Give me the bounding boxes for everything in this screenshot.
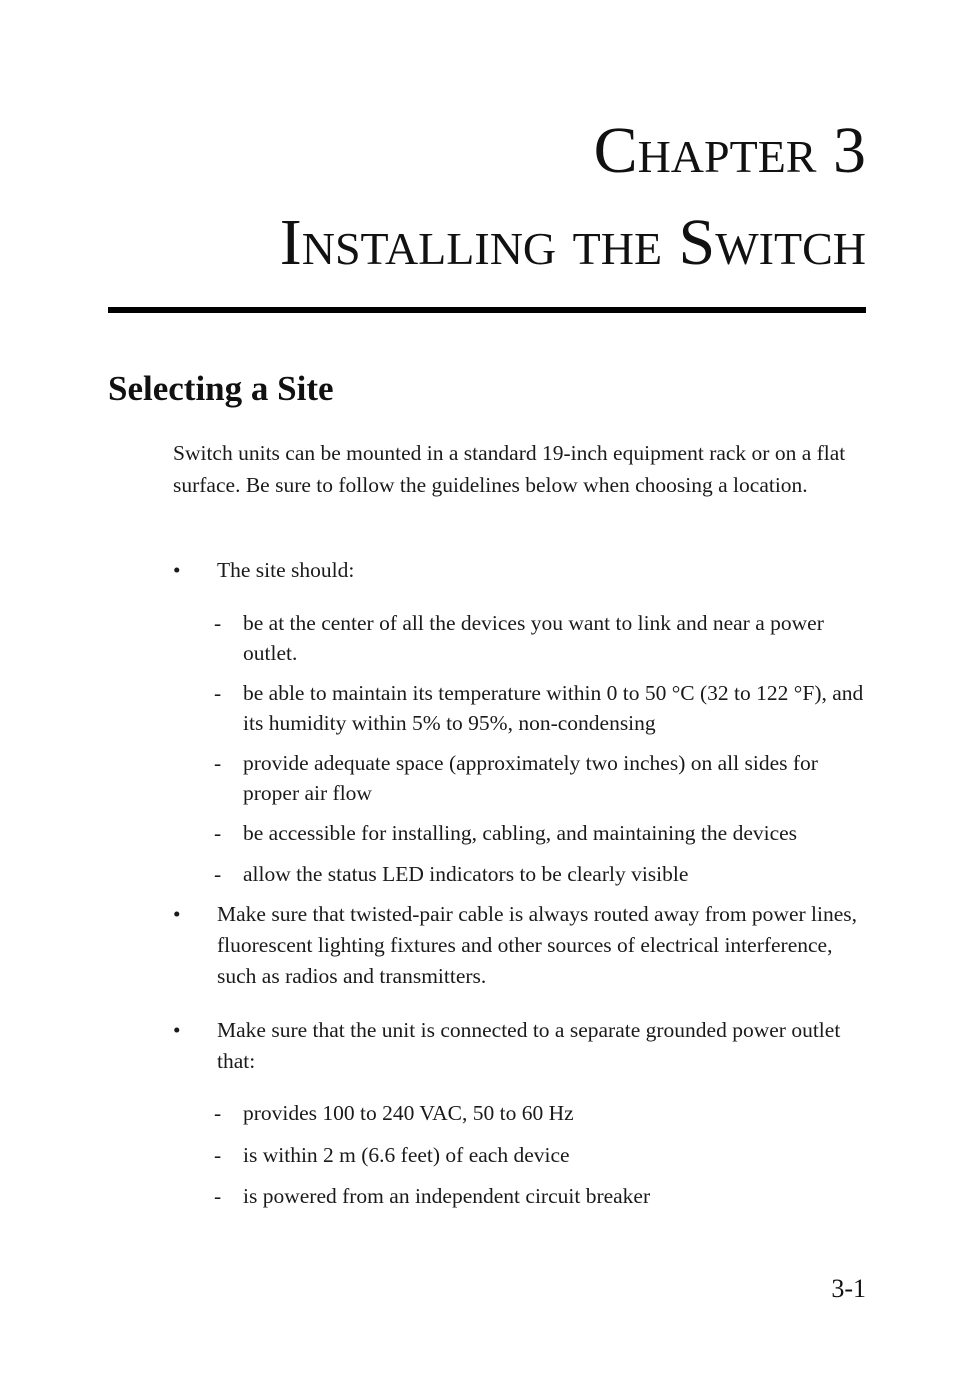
sub-item-text: provide adequate space (approximately two inches) on all sides for proper air flow <box>243 751 818 805</box>
dash-marker: - <box>214 611 222 635</box>
bullet-marker: • <box>173 1018 181 1042</box>
intro-paragraph: Switch units can be mounted in a standard 19-inch equipment rack or on a flat surface. Be sure to follow the guidelines below when choosing a location. <box>173 441 846 497</box>
dash-marker: - <box>214 1101 222 1125</box>
sub-list-item <box>214 1182 874 1212</box>
bullet-text: Make sure that twisted-pair cable is always routed away from power lines, fluorescent lighting fixtures and other sources of electrical interference, such as radios and transmitters. <box>217 902 858 988</box>
dash-marker: - <box>214 681 222 705</box>
sub-list-item <box>214 860 874 890</box>
sub-item-text: be able to maintain its temperature within 0 to 50 °C (32 to 122 °F), and its humidity within 5% to 95%, non-condensing <box>243 681 864 735</box>
section-title: Selecting a Site <box>108 369 334 408</box>
dash-marker: - <box>214 1143 222 1167</box>
chapter-title: Installing the Switch <box>279 206 866 279</box>
sub-item-text: provides 100 to 240 VAC, 50 to 60 Hz <box>243 1101 574 1125</box>
list-item <box>173 1015 873 1077</box>
dash-marker: - <box>214 751 222 775</box>
sub-item-text: be at the center of all the devices you want to link and near a power outlet. <box>243 611 824 665</box>
sub-list-item <box>214 609 874 668</box>
list-item <box>173 899 873 992</box>
dash-marker: - <box>214 821 222 845</box>
sub-list-item <box>214 1141 874 1171</box>
chapter-number: Chapter 3 <box>593 114 866 187</box>
bullet-marker: • <box>173 558 181 582</box>
list-item <box>173 555 873 586</box>
bullet-marker: • <box>173 902 181 926</box>
sub-list-item <box>214 1099 874 1129</box>
bullet-text: Make sure that the unit is connected to a separate grounded power outlet that: <box>217 1018 841 1073</box>
sub-item-text: be accessible for installing, cabling, and maintaining the devices <box>243 821 798 845</box>
bullet-text: The site should: <box>217 558 355 582</box>
sub-item-text: is within 2 m (6.6 feet) of each device <box>243 1143 570 1167</box>
chapter-divider <box>108 307 866 313</box>
sub-item-text: is powered from an independent circuit breaker <box>243 1184 651 1208</box>
sub-item-text: allow the status LED indicators to be clearly visible <box>243 862 689 886</box>
dash-marker: - <box>214 862 222 886</box>
sub-list-item <box>214 679 874 738</box>
sub-list-item <box>214 819 874 849</box>
page-number: 3-1 <box>831 1274 866 1303</box>
sub-list-item <box>214 749 874 808</box>
dash-marker: - <box>214 1184 222 1208</box>
